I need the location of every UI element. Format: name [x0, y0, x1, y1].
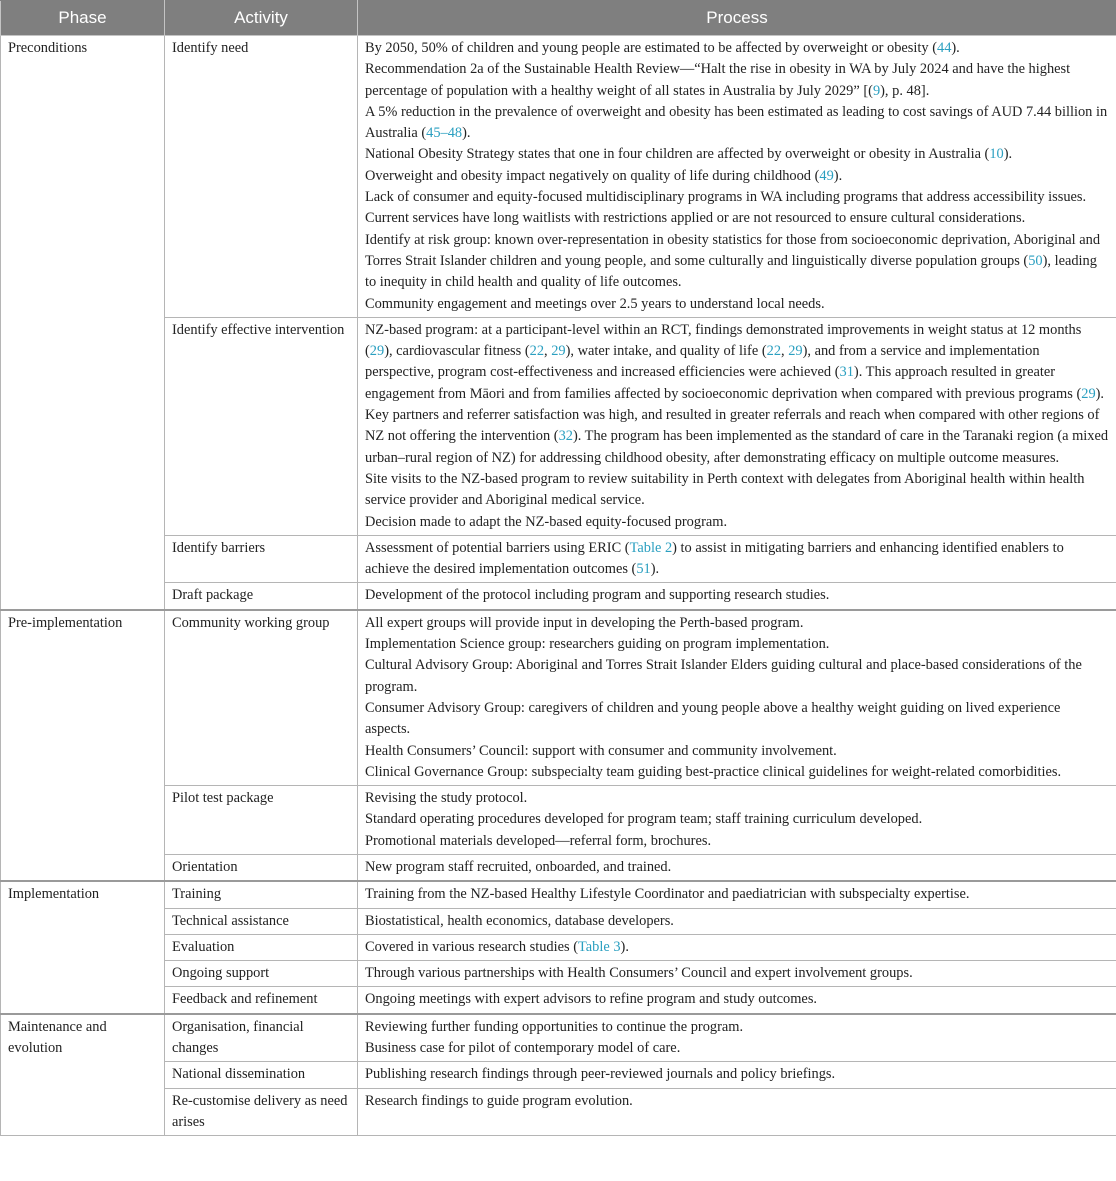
table-row: [1, 908, 1116, 934]
process-text: Promotional materials developed—referral form, brochures.: [365, 832, 712, 849]
process-cell: [358, 317, 1116, 535]
table-row: [1, 881, 1116, 908]
process-text: Lack of consumer and equity-focused multidisciplinary programs in WA including programs that address accessibility issues. Current services have long waitlists with restrictions applied or are not resourced to ensure cultural considerations.: [365, 189, 1087, 227]
activity-cell: Technical assistance: [165, 908, 358, 934]
phase-group: [1, 610, 1116, 882]
reference-link[interactable]: 45–48: [426, 125, 463, 142]
activity-cell: Ongoing support: [165, 961, 358, 987]
process-paragraph: [365, 1091, 1109, 1112]
reference-link[interactable]: 10: [989, 146, 1004, 163]
process-cell: [358, 1088, 1116, 1136]
process-paragraph: [365, 1017, 1109, 1038]
process-paragraph: [365, 884, 1109, 905]
header-process: Process: [358, 1, 1116, 36]
process-paragraph: [365, 320, 1109, 469]
process-text: ).: [833, 167, 843, 184]
process-text: Cultural Advisory Group: Aboriginal and Torres Strait Islander Elders guiding cultural and place-based considerations of the program.: [365, 657, 1082, 695]
process-text: Publishing research findings through peer-reviewed journals and policy briefings.: [365, 1066, 836, 1083]
reference-link[interactable]: 44: [937, 40, 952, 56]
activity-cell: Identify need: [165, 36, 358, 318]
process-text: Assessment of potential barriers using ERIC (: [365, 539, 630, 556]
process-text: ).: [650, 561, 660, 578]
reference-link[interactable]: 29: [369, 343, 385, 360]
process-paragraph: [365, 469, 1109, 512]
process-paragraph: [365, 831, 1109, 852]
process-text: Community engagement and meetings over 2.5 years to understand local needs.: [365, 295, 825, 312]
process-text: Consumer Advisory Group: caregivers of children and young people above a healthy weight guiding on lived experience aspects.: [365, 699, 1061, 738]
process-cell: [358, 535, 1116, 583]
process-cell: [358, 1062, 1116, 1088]
process-paragraph: [365, 634, 1109, 655]
process-cell: [358, 961, 1116, 987]
activity-cell: Orientation: [165, 854, 358, 881]
process-paragraph: [365, 809, 1109, 830]
activity-cell: Pilot test package: [165, 786, 358, 855]
phase-group: [1, 36, 1116, 610]
table-row: [1, 1088, 1116, 1136]
process-text: Training from the NZ-based Healthy Lifestyle Coordinator and paediatrician with subspecialty expertise.: [365, 886, 970, 903]
process-text: Recommendation 2a of the Sustainable Health Review—“Halt the rise in obesity in WA by July 2024 and have the highest percentage of population with a healthy weight of all states in Australia by July 2029” [(: [365, 61, 1071, 99]
process-text: ,: [544, 343, 552, 360]
process-paragraph: [365, 144, 1109, 165]
process-text: Clinical Governance Group: subspecialty team guiding best-practice clinical guidelines for weight-related comorbidities.: [365, 763, 1062, 780]
table-row: [1, 987, 1116, 1014]
process-cell: [358, 1014, 1116, 1062]
phase-group: [1, 881, 1116, 1013]
process-text: Research findings to guide program evolution.: [365, 1092, 633, 1109]
phase-cell: Preconditions: [1, 36, 165, 610]
process-text: ).: [620, 938, 629, 955]
process-text: Revising the study protocol.: [365, 790, 528, 807]
process-cell: [358, 36, 1116, 318]
reference-link[interactable]: 49: [819, 167, 834, 184]
reference-link[interactable]: 22: [766, 343, 782, 360]
process-text: Reviewing further funding opportunities to continue the program.: [365, 1018, 744, 1035]
process-text: ), water intake, and quality of life (: [565, 343, 767, 360]
process-text: ), cardiovascular fitness (: [384, 343, 530, 360]
reference-link[interactable]: 32: [558, 428, 573, 445]
reference-link[interactable]: Table 3: [578, 938, 621, 955]
process-text: ,: [781, 343, 789, 360]
process-paragraph: [365, 963, 1109, 984]
process-cell: [358, 583, 1116, 610]
process-text: Decision made to adapt the NZ-based equity-focused program.: [365, 513, 728, 530]
activity-cell: Feedback and refinement: [165, 987, 358, 1014]
process-paragraph: [365, 989, 1109, 1010]
process-paragraph: [365, 613, 1109, 634]
phase-cell: Maintenance and evolution: [1, 1014, 165, 1136]
activity-cell: Draft package: [165, 583, 358, 610]
process-text: Through various partnerships with Health Consumers’ Council and expert involvement groups.: [365, 965, 913, 982]
process-paragraph: [365, 102, 1109, 145]
process-cell: [358, 786, 1116, 855]
table-row: [1, 854, 1116, 881]
table-row: [1, 583, 1116, 610]
process-text: ), leading to inequity in child health and quality of life outcomes.: [365, 252, 1097, 291]
reference-link[interactable]: 51: [636, 561, 651, 578]
reference-link[interactable]: 29: [1081, 385, 1096, 402]
table-row: [1, 934, 1116, 960]
process-text: All expert groups will provide input in developing the Perth-based program.: [365, 614, 804, 631]
table-row: [1, 317, 1116, 535]
process-text: Covered in various research studies (: [365, 938, 578, 955]
reference-link[interactable]: 31: [839, 364, 854, 381]
phase-group: [1, 1014, 1116, 1136]
process-paragraph: [365, 294, 1109, 315]
table-row: [1, 786, 1116, 855]
activity-cell: Identify effective intervention: [165, 317, 358, 535]
process-cell: [358, 881, 1116, 908]
table-row: [1, 1014, 1116, 1062]
table-row: [1, 1062, 1116, 1088]
process-paragraph: [365, 762, 1109, 783]
header-phase: Phase: [1, 1, 165, 36]
activity-cell: Evaluation: [165, 934, 358, 960]
process-paragraph: [365, 585, 1109, 606]
process-text: ). The program has been implemented as the standard of care in the Taranaki region (a mixed urban–rural region of NZ) for addressing childhood obesity, after demonstrating efficacy on multiple outcome measures.: [365, 428, 1109, 466]
table-row: [1, 961, 1116, 987]
process-text: By 2050, 50% of children and young people are estimated to be affected by overweight or obesity (: [365, 40, 937, 56]
process-paragraph: [365, 857, 1109, 878]
reference-link[interactable]: 29: [551, 343, 566, 360]
process-text: Implementation Science group: researchers guiding on program implementation.: [365, 636, 830, 653]
process-paragraph: [365, 187, 1109, 230]
activity-cell: Training: [165, 881, 358, 908]
process-text: ), p. 48].: [880, 82, 930, 99]
process-cell: [358, 987, 1116, 1014]
process-paragraph: [365, 655, 1109, 698]
reference-link[interactable]: 9: [872, 82, 881, 99]
reference-link[interactable]: Table 2: [629, 539, 673, 556]
process-text: NZ-based program: at a participant-level within an RCT, findings demonstrated improvements in weight status at 12 months (: [365, 321, 1082, 360]
process-text: Overweight and obesity impact negatively on quality of life during childhood (: [365, 167, 820, 184]
activity-cell: Organisation, financial changes: [165, 1014, 358, 1062]
process-text: ).: [951, 40, 960, 56]
process-text: New program staff recruited, onboarded, and trained.: [365, 858, 672, 875]
table-row: [1, 535, 1116, 583]
table-row: [1, 36, 1116, 318]
process-paragraph: [365, 937, 1109, 958]
reference-link[interactable]: 29: [788, 343, 803, 360]
process-text: Development of the protocol including program and supporting research studies.: [365, 587, 830, 604]
process-paragraph: [365, 230, 1109, 294]
process-text: National Obesity Strategy states that one in four children are affected by overweight or obesity in Australia (: [365, 146, 990, 163]
header-activity: Activity: [165, 1, 358, 36]
process-text: Ongoing meetings with expert advisors to refine program and study outcomes.: [365, 991, 818, 1008]
process-cell: [358, 610, 1116, 786]
process-paragraph: [365, 741, 1109, 762]
process-paragraph: [365, 512, 1109, 533]
process-text: Standard operating procedures developed for program team; staff training curriculum developed.: [365, 811, 923, 828]
process-paragraph: [365, 538, 1109, 581]
process-paragraph: [365, 1064, 1109, 1085]
process-text: ). Key partners and referrer satisfaction was high, and resulted in greater referrals and reach when compared with other regions of NZ not offering the intervention (: [365, 385, 1105, 445]
process-text: ) to assist in mitigating barriers and enhancing identified enablers to achieve the desired implementation outcomes (: [365, 539, 1064, 578]
process-text: Biostatistical, health economics, database developers.: [365, 912, 674, 929]
process-text: ). This approach resulted in greater engagement from Māori and from families affected by socioeconomic deprivation when compared with previous programs (: [365, 364, 1082, 402]
process-text: ), and from a service and implementation perspective, program cost-effectiveness and increased efficiencies were achieved (: [365, 343, 1040, 381]
process-text: ).: [462, 125, 471, 142]
process-cell: [358, 934, 1116, 960]
process-text: ).: [1003, 146, 1013, 163]
process-text: Business case for pilot of contemporary model of care.: [365, 1040, 681, 1057]
process-paragraph: [365, 911, 1109, 932]
process-cell: [358, 908, 1116, 934]
process-text: A 5% reduction in the prevalence of overweight and obesity has been estimated as leading to cost savings of AUD 7.44 billion in Australia (: [365, 103, 1108, 142]
process-paragraph: [365, 698, 1109, 741]
table-row: [1, 610, 1116, 786]
activity-cell: Identify barriers: [165, 535, 358, 583]
table-header: [1, 1, 1116, 36]
activity-cell: Community working group: [165, 610, 358, 786]
header-row: [1, 1, 1116, 36]
process-paragraph: [365, 166, 1109, 187]
process-paragraph: [365, 59, 1109, 102]
activity-cell: Re-customise delivery as need arises: [165, 1088, 358, 1136]
process-text: Site visits to the NZ-based program to review suitability in Perth context with delegates from Aboriginal health within health service provider and Aboriginal medical service.: [365, 470, 1085, 509]
phase-cell: Implementation: [1, 881, 165, 1013]
phase-cell: Pre-implementation: [1, 610, 165, 882]
reference-link[interactable]: 50: [1028, 252, 1043, 269]
activity-cell: National dissemination: [165, 1062, 358, 1088]
process-text: Health Consumers’ Council: support with consumer and community involvement.: [365, 742, 837, 759]
process-paragraph: [365, 1038, 1109, 1059]
reference-link[interactable]: 22: [529, 343, 545, 360]
process-paragraph: [365, 38, 1109, 59]
process-text: Identify at risk group: known over-representation in obesity statistics for those from socioeconomic deprivation, Aboriginal and Torres Strait Islander children and young people, and some culturally and linguistically diverse population groups (: [365, 231, 1101, 269]
process-cell: [358, 854, 1116, 881]
process-paragraph: [365, 788, 1109, 809]
